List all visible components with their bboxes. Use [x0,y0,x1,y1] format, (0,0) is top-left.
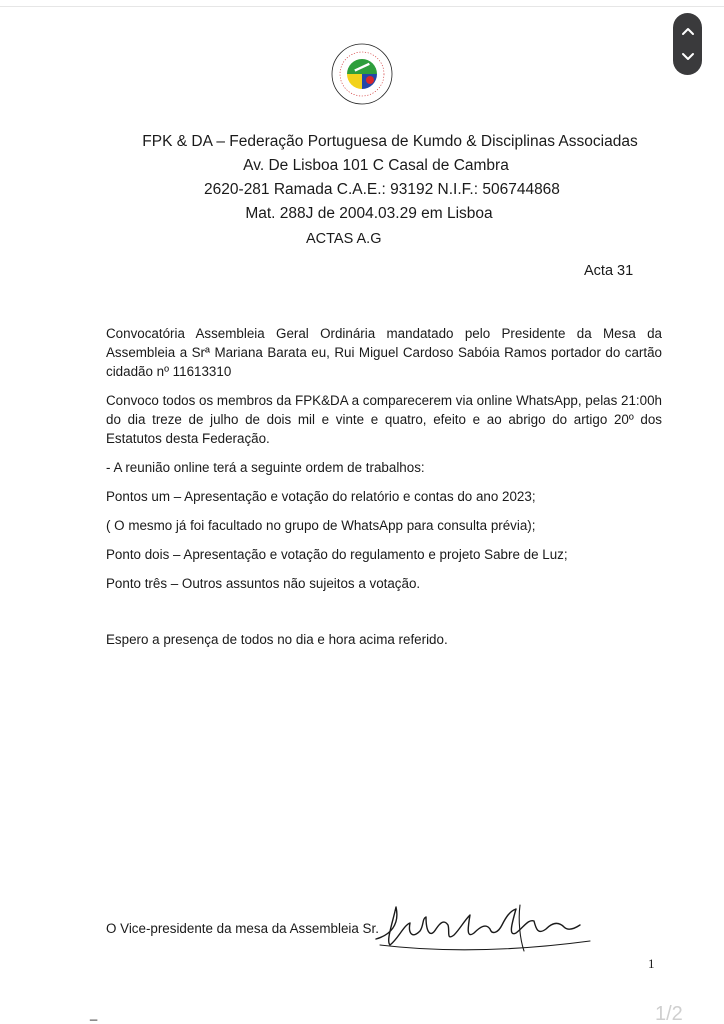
agenda-item-one: Pontos um – Apresentação e votação do relatório e contas do ano 2023; [106,489,536,504]
signer-label: O Vice-presidente da mesa da Assembleia Sr. [106,921,379,936]
letterhead-address: Av. De Lisboa 101 C Casal de Cambra [243,157,509,174]
letterhead-federation-name: FPK & DA – Federação Portuguesa de Kumdo & Disciplinas Associadas [142,133,638,150]
closing-sentence: Espero a presença de todos no dia e hora acima referido. [106,632,448,647]
acta-number: Acta 31 [584,263,634,279]
chevron-up-icon [681,26,695,36]
viewer-top-border [0,6,724,7]
logo-emblem-icon [330,42,394,106]
federation-logo [330,42,394,106]
handwritten-signature [370,895,600,963]
chevron-down-icon [681,52,695,62]
signature-icon [370,895,600,963]
footer-dash: _ [90,1006,98,1021]
letterhead-postal-tax: 2620-281 Ramada C.A.E.: 93192 N.I.F.: 506744868 [204,181,560,198]
letterhead [0,130,724,226]
paragraph-convocation: Convocatória Assembleia Geral Ordinária mandatado pelo Presidente da Mesa da Assembleia a Srª Mariana Barata eu, Rui Miguel Cardoso Sabóia Ramos portador do cartão cidadão nº 11613310 [106,326,662,379]
document-body [106,324,662,603]
previous-page-button[interactable] [673,17,702,45]
letterhead-registration: Mat. 288J de 2004.03.29 em Lisboa [245,205,493,222]
page-number-marker: 1 [648,956,655,971]
section-title: ACTAS A.G [306,231,382,247]
paragraph-agenda-intro: - A reunião online terá a seguinte ordem de trabalhos: [106,460,425,475]
paragraph-meeting-details: Convoco todos os membros da FPK&DA a comparecerem via online WhatsApp, pelas 21:00h do dia treze de julho de dois mil e vinte e quatro, efeito e ao abrigo do artigo 20º dos Estatutos desta Federação. [106,393,662,446]
agenda-item-two: Ponto dois – Apresentação e votação do regulamento e projeto Sabre de Luz; [106,547,568,562]
page-navigation [673,13,702,75]
agenda-item-one-note: ( O mesmo já foi facultado no grupo de WhatsApp para consulta prévia); [106,518,536,533]
next-page-button[interactable] [673,43,702,71]
agenda-item-three: Ponto três – Outros assuntos não sujeitos a votação. [106,576,421,591]
page-counter: 1/2 [655,1003,683,1024]
